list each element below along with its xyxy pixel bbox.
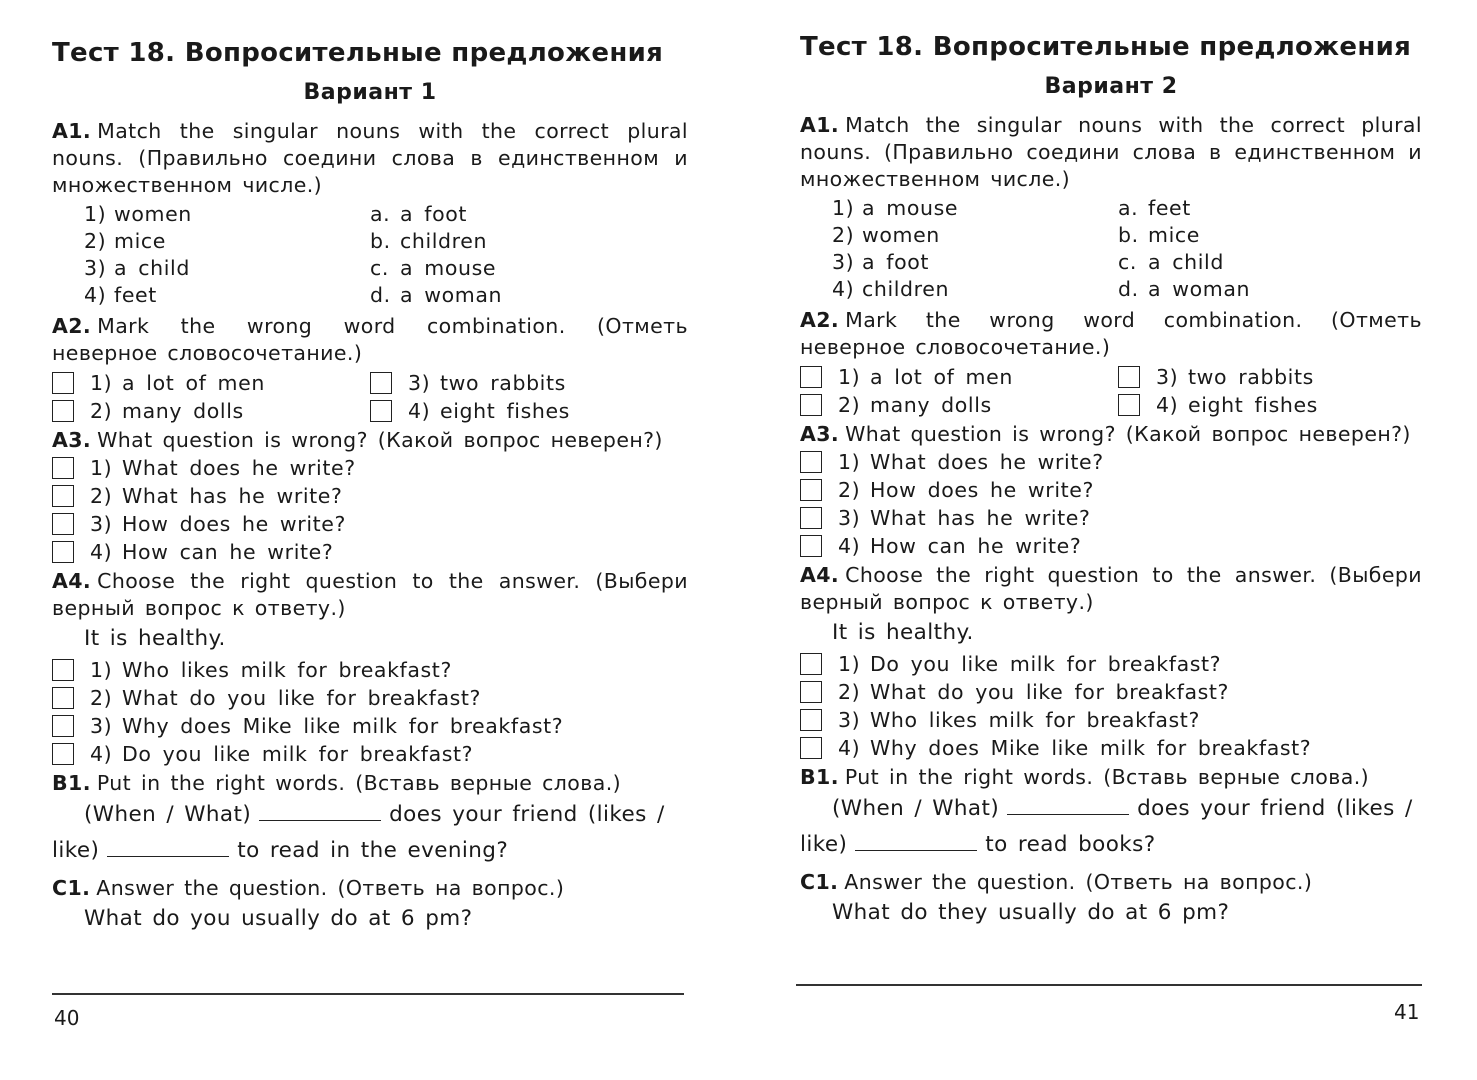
question-a3 [800,421,1422,448]
option-row[interactable]: 2) What do you like for breakfast? [52,684,688,712]
match-item: 3) a child [84,256,190,280]
fill-in-line-2: like) to read books? [800,832,1156,857]
checkbox[interactable] [52,541,74,563]
question-number: C1. [52,876,91,900]
question-text: Choose the right question to the answer. (Выбери верный вопрос к ответу.) [800,563,1422,614]
answer-text: It is healthy. [832,620,974,645]
options-a2 [52,369,688,425]
match-item: d. a woman [370,283,503,307]
fill-in-line-2: like) to read in the evening? [52,838,509,863]
options-a3 [800,448,1422,560]
checkbox[interactable] [800,507,822,529]
options-a4 [52,656,688,768]
match-item: 2) women [832,223,940,247]
match-item: 4) children [832,277,950,301]
question-number: A4. [800,563,840,587]
page-number: 40 [54,1006,80,1030]
option-row[interactable]: 4) eight fishes [1118,391,1318,419]
question-a1 [800,112,1422,193]
question-number: A1. [52,119,92,143]
checkbox[interactable] [52,513,74,535]
question-c1 [52,875,688,902]
question-b1 [800,764,1422,791]
blank-field[interactable] [259,800,381,821]
c1-question: What do you usually do at 6 pm? [84,906,473,931]
option-row[interactable]: 3) two rabbits [1118,363,1318,391]
checkbox[interactable] [52,743,74,765]
blank-field[interactable] [1007,794,1129,815]
option-row[interactable]: 3) Who likes milk for breakfast? [800,706,1422,734]
option-row[interactable]: 3) How does he write? [52,510,688,538]
c1-question: What do they usually do at 6 pm? [832,900,1230,925]
option-row[interactable]: 4) eight fishes [370,397,570,425]
singular-column [84,201,192,309]
option-row[interactable]: 2) What has he write? [52,482,688,510]
question-text: Mark the wrong word combination. (Отметь неверное словосочетание.) [52,314,688,365]
checkbox[interactable] [800,737,822,759]
blank-field[interactable] [855,830,977,851]
variant-heading: Вариант 2 [1044,74,1178,99]
page-left [52,0,688,1080]
match-item: 2) mice [84,229,166,253]
answer-text: It is healthy. [84,626,226,651]
question-number: C1. [800,870,839,894]
test-title: Тест 18. Вопросительные предложения [800,32,1412,62]
test-title: Тест 18. Вопросительные предложения [52,38,664,68]
option-row[interactable]: 3) Why does Mike like milk for breakfast? [52,712,688,740]
question-number: A4. [52,569,92,593]
question-a1 [52,118,688,199]
plural-column [370,201,502,309]
answer-line[interactable] [796,984,1422,986]
checkbox[interactable] [800,366,822,388]
questions [800,110,1422,930]
option-row[interactable]: 1) Who likes milk for breakfast? [52,656,688,684]
checkbox[interactable] [52,687,74,709]
match-item: d. a woman [1118,277,1251,301]
match-item: 4) feet [84,283,157,307]
singular-column [832,195,958,303]
option-row[interactable]: 1) Do you like milk for breakfast? [800,650,1422,678]
question-text: What question is wrong? (Какой вопрос неверен?) [97,428,663,452]
question-number: A3. [800,422,840,446]
checkbox[interactable] [800,535,822,557]
checkbox[interactable] [1118,366,1140,388]
answer-line[interactable] [52,993,684,995]
questions [52,116,688,936]
question-number: A1. [800,113,840,137]
options-a4 [800,650,1422,762]
question-text: Mark the wrong word combination. (Отметь неверное словосочетание.) [800,308,1422,359]
option-row[interactable]: 1) What does he write? [800,448,1422,476]
option-row[interactable]: 3) two rabbits [370,369,570,397]
option-row[interactable]: 4) Why does Mike like milk for breakfast? [800,734,1422,762]
question-a2 [52,313,688,367]
question-c1 [800,869,1422,896]
question-number: A2. [800,308,840,332]
question-text: Answer the question. (Ответь на вопрос.) [844,870,1313,894]
match-item: a. feet [1118,196,1191,220]
checkbox[interactable] [52,485,74,507]
option-row[interactable]: 3) What has he write? [800,504,1422,532]
fill-in-line-1: (When / What) does your friend (likes / [84,802,665,827]
option-row[interactable]: 2) What do you like for breakfast? [800,678,1422,706]
match-item: c. a child [1118,250,1224,274]
match-table [52,201,688,311]
options-a2 [800,363,1422,419]
checkbox[interactable] [52,372,74,394]
option-row[interactable]: 1) What does he write? [52,454,688,482]
question-text: Put in the right words. (Вставь верные слова.) [96,771,622,795]
option-row[interactable]: 2) How does he write? [800,476,1422,504]
checkbox[interactable] [800,653,822,675]
match-item: a. a foot [370,202,468,226]
page-number: 41 [1394,1000,1420,1024]
question-text: Answer the question. (Ответь на вопрос.) [96,876,565,900]
match-item: b. children [370,229,488,253]
question-text: Choose the right question to the answer. (Выбери верный вопрос к ответу.) [52,569,688,620]
fill-in-line-1: (When / What) does your friend (likes / [832,796,1413,821]
match-item: 1) women [84,202,192,226]
question-text: Put in the right words. (Вставь верные слова.) [844,765,1370,789]
checkbox[interactable] [52,659,74,681]
options-a3 [52,454,688,566]
checkbox[interactable] [800,394,822,416]
option-row[interactable]: 4) Do you like milk for breakfast? [52,740,688,768]
question-a3 [52,427,688,454]
checkbox[interactable] [370,372,392,394]
option-row[interactable]: 2) many dolls [800,391,1013,419]
option-row[interactable]: 4) How can he write? [52,538,688,566]
checkbox[interactable] [52,457,74,479]
question-text: Match the singular nouns with the correct plural nouns. (Правильно соедини слова в единственном и множественном числе.) [800,113,1422,191]
question-text: What question is wrong? (Какой вопрос неверен?) [845,422,1411,446]
question-number: B1. [52,771,91,795]
checkbox[interactable] [52,715,74,737]
question-number: B1. [800,765,839,789]
option-row[interactable]: 4) How can he write? [800,532,1422,560]
option-row[interactable]: 1) a lot of men [52,369,265,397]
question-number: A3. [52,428,92,452]
checkbox[interactable] [1118,394,1140,416]
checkbox[interactable] [800,709,822,731]
option-row[interactable]: 2) many dolls [52,397,265,425]
question-text: Match the singular nouns with the correct plural nouns. (Правильно соедини слова в единственном и множественном числе.) [52,119,688,197]
match-table [800,195,1422,305]
match-item: 3) a foot [832,250,930,274]
question-a4 [52,568,688,622]
question-a2 [800,307,1422,361]
plural-column [1118,195,1250,303]
question-b1 [52,770,688,797]
match-item: c. a mouse [370,256,497,280]
checkbox[interactable] [52,400,74,422]
variant-heading: Вариант 1 [303,80,437,105]
checkbox[interactable] [800,451,822,473]
checkbox[interactable] [800,479,822,501]
checkbox[interactable] [370,400,392,422]
question-number: A2. [52,314,92,338]
option-row[interactable]: 1) a lot of men [800,363,1013,391]
question-a4 [800,562,1422,616]
match-item: b. mice [1118,223,1200,247]
blank-field[interactable] [107,836,229,857]
checkbox[interactable] [800,681,822,703]
match-item: 1) a mouse [832,196,959,220]
page-right [800,0,1422,1074]
